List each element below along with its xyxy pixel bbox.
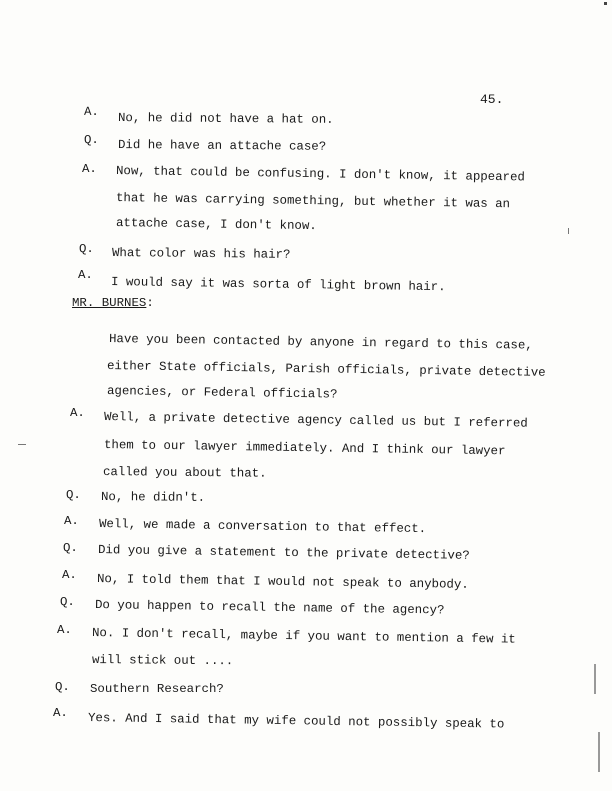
question-tag: Q. — [60, 595, 75, 609]
transcript-line: called you about that. — [102, 465, 267, 481]
transcript-line: Yes. And I said that my wife could not possibly speak to — [87, 711, 505, 732]
speaker-name: MR. BURNES — [72, 296, 147, 310]
scan-mark — [598, 732, 600, 772]
speaker-heading — [72, 292, 154, 314]
transcript-line: Southern Research? — [90, 682, 224, 696]
answer-tag: A. — [64, 514, 79, 528]
question-tag: Q. — [55, 680, 70, 694]
transcript-line: I would say it was sorta of light brown hair. — [110, 275, 446, 295]
question-tag: Q. — [66, 488, 81, 502]
answer-tag: A. — [78, 268, 93, 282]
answer-tag: A. — [57, 623, 72, 637]
transcript-line: Have you been contacted by anyone in regard to this case, — [108, 332, 533, 353]
transcript-line: that he was carrying something, but whether it was an — [115, 191, 511, 212]
transcript-line: agencies, or Federal officials? — [106, 384, 338, 402]
scan-mark — [604, 2, 607, 5]
transcript-line: either State officials, Parish officials, private detective — [106, 359, 546, 380]
transcript-line: No. I don't recall, maybe if you want to mention a few it — [91, 626, 516, 647]
answer-tag: A. — [82, 162, 97, 176]
transcript-line: Now, that could be confusing. I don't know, it appeared — [115, 164, 526, 185]
transcript-line: What color was his hair? — [111, 246, 291, 262]
question-tag: Q. — [84, 133, 99, 147]
answer-tag: A. — [53, 706, 68, 720]
scan-mark — [568, 228, 569, 234]
answer-tag: A. — [83, 104, 99, 120]
transcript-line: Do you happen to recall the name of the agency? — [94, 598, 445, 618]
speaker-colon: : — [146, 296, 154, 310]
transcript-line: Did he have an attache case? — [117, 138, 327, 154]
transcript-line: them to our lawyer immediately. And I think our lawyer — [103, 438, 506, 459]
transcript-line: No, he didn't. — [100, 490, 206, 505]
transcript-line: Well, we made a conversation to that effect. — [98, 517, 427, 537]
scan-mark — [594, 664, 596, 694]
transcript-line: No, I told them that I would not speak to anybody. — [96, 572, 469, 592]
transcript-line: Well, a private detective agency called us but I referred — [103, 410, 528, 431]
scan-mark — [18, 444, 26, 445]
transcript-line: Did you give a statement to the private detective? — [97, 543, 470, 563]
transcript-line: attache case, I don't know. — [115, 216, 317, 234]
answer-tag: A. — [62, 568, 77, 582]
page-number: 45. — [480, 92, 504, 107]
transcript-line: No, he did not have a hat on. — [117, 111, 334, 127]
answer-tag: A. — [70, 406, 85, 420]
question-tag: Q. — [79, 242, 94, 256]
transcript-line: will stick out .... — [91, 653, 234, 669]
question-tag: Q. — [63, 541, 78, 555]
